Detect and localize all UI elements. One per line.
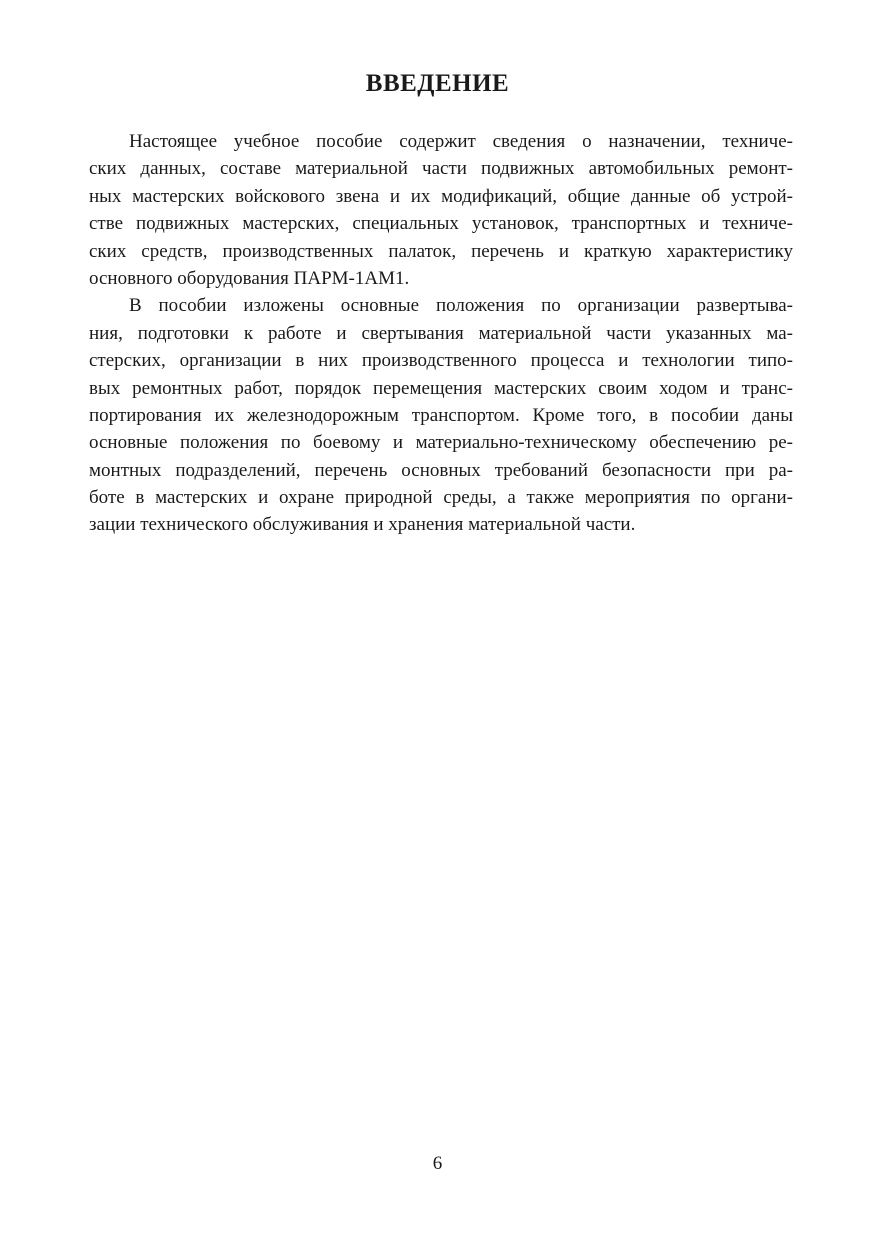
text-line: зации технического обслуживания и хранения материальной части. xyxy=(89,514,636,536)
page-title: ВВЕДЕНИЕ xyxy=(365,70,510,97)
text-line: вых ремонтных работ, порядок перемещения мастерских своим ходом и транс- xyxy=(89,377,793,399)
text-line: боте в мастерских и охране природной среды, а также мероприятия по органи- xyxy=(89,487,793,509)
text-line: портирования их железнодорожным транспортом. Кроме того, в пособии даны xyxy=(89,404,793,426)
text-line: стве подвижных мастерских, специальных установок, транспортных и техниче- xyxy=(89,213,793,235)
text-line: ских средств, производственных палаток, перечень и краткую характеристику xyxy=(89,240,793,262)
page-number: 6 xyxy=(432,1153,443,1174)
text-line: ских данных, составе материальной части подвижных автомобильных ремонт- xyxy=(89,158,793,180)
paragraph-2 xyxy=(89,292,793,539)
text-line: В пособии изложены основные положения по организации развертыва- xyxy=(129,295,793,317)
text-line: монтных подразделений, перечень основных требований безопасности при ра- xyxy=(89,459,793,481)
document-body xyxy=(89,128,793,539)
text-line: основные положения по боевому и материально-техническому обеспечению ре- xyxy=(89,432,793,454)
paragraph-1 xyxy=(89,128,793,292)
text-line: основного оборудования ПАРМ-1АМ1. xyxy=(89,267,410,289)
text-line: ния, подготовки к работе и свертывания материальной части указанных ма- xyxy=(89,322,793,344)
text-line: ных мастерских войскового звена и их модификаций, общие данные об устрой- xyxy=(89,185,793,207)
text-line: стерских, организации в них производственного процесса и технологии типо- xyxy=(89,350,793,372)
text-line: Настоящее учебное пособие содержит сведения о назначении, техниче- xyxy=(129,131,793,152)
